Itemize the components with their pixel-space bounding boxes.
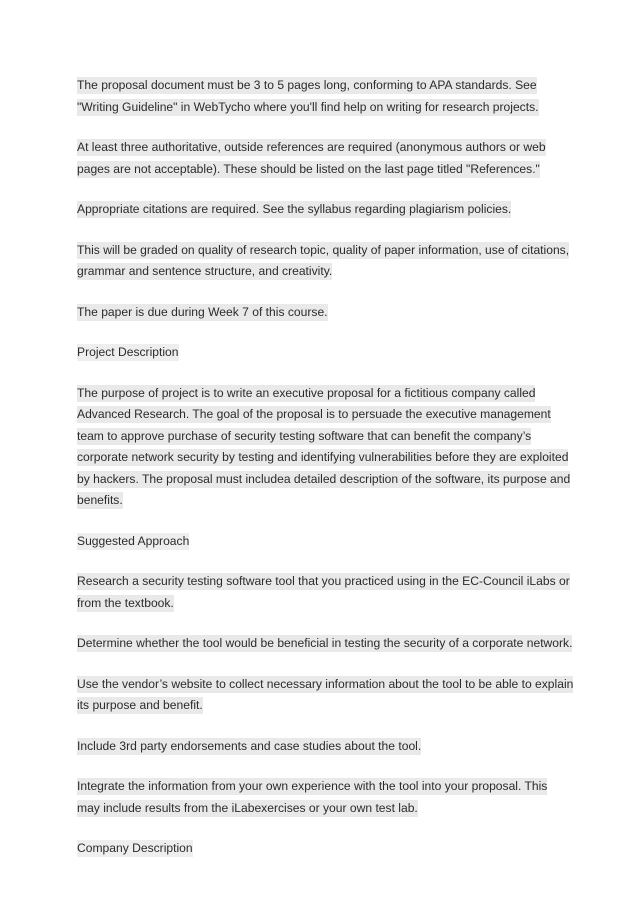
line-text: benefits. [77,493,123,507]
paragraph [77,776,579,819]
paragraph [77,137,579,180]
paragraph [77,75,579,118]
document-body [77,75,579,860]
line-text: Advanced Research. The goal of the proposal is to persuade the executive management [77,407,551,421]
line-text: Project Description [77,345,179,359]
text-line [77,342,579,364]
paragraph [77,736,579,758]
paragraph [77,383,579,512]
line-text: grammar and sentence structure, and creativity. [77,264,333,278]
text-line [77,404,579,426]
line-text: Appropriate citations are required. See the syllabus regarding plagiarism policies. [77,202,512,216]
text-line [77,798,579,820]
line-text: Integrate the information from your own experience with the tool into your proposal. This [77,779,548,793]
line-text: This will be graded on quality of research topic, quality of paper information, use of citations, [77,242,570,257]
text-line [77,776,579,798]
text-line [77,447,579,469]
text-line [77,159,579,181]
section-heading [77,342,579,364]
text-line [77,674,579,696]
text-line [77,302,579,324]
text-line [77,137,579,159]
text-line [77,75,579,97]
text-line [77,571,579,593]
text-line [77,695,579,717]
text-line [77,426,579,448]
text-line [77,531,579,553]
line-text: Research a security testing software tool that you practiced using in the EC-Council iLabs or [77,574,570,588]
line-text: Determine whether the tool would be beneficial in testing the security of a corporate network. [77,636,573,650]
text-line [77,383,579,405]
text-line [77,97,579,119]
line-text: corporate network security by testing and identifying vulnerabilities before they are exploited [77,450,569,464]
line-text: At least three authoritative, outside references are required (anonymous authors or web [77,140,546,154]
line-text: The proposal document must be 3 to 5 pages long, conforming to APA standards. See [77,78,537,92]
line-text: The purpose of project is to write an executive proposal for a fictitious company called [77,385,536,400]
line-text: from the textbook. [77,595,174,610]
paragraph [77,633,579,655]
line-text: pages are not acceptable). These should be listed on the last page titled "References." [77,161,540,176]
line-text: Use the vendor’s website to collect necessary information about the tool to be able to explain [77,676,574,691]
section-heading [77,838,579,860]
text-line [77,490,579,512]
paragraph [77,302,579,324]
text-line [77,838,579,860]
line-text: Include 3rd party endorsements and case studies about the tool. [77,738,422,753]
line-text: its purpose and benefit. [77,698,203,712]
text-line [77,469,579,491]
paragraph [77,674,579,717]
text-line [77,736,579,758]
line-text: may include results from the iLabexercises or your own test lab. [77,800,418,815]
text-line [77,240,579,262]
text-line [77,593,579,615]
line-text: by hackers. The proposal must includea detailed description of the software, its purpose and [77,471,571,486]
paragraph [77,240,579,283]
paragraph [77,571,579,614]
line-text: The paper is due during Week 7 of this course. [77,304,328,319]
section-heading [77,531,579,553]
paragraph [77,199,579,221]
text-line [77,633,579,655]
line-text: "Writing Guideline" in WebTycho where you'll find help on writing for research projects. [77,99,539,114]
line-text: team to approve purchase of security testing software that can benefit the company’s [77,428,532,443]
line-text: Company Description [77,841,193,855]
text-line [77,199,579,221]
line-text: Suggested Approach [77,533,190,548]
text-line [77,261,579,283]
